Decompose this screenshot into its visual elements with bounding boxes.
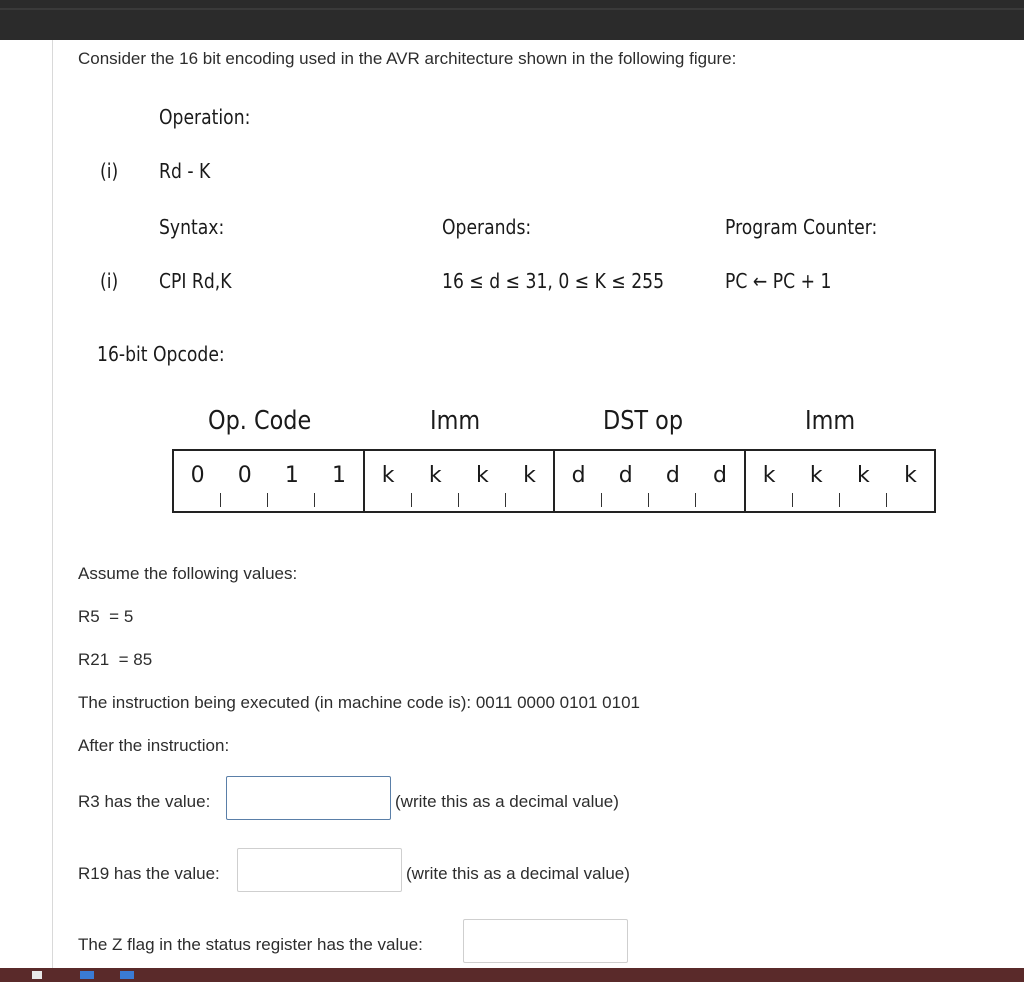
imm-bit: k — [840, 451, 887, 511]
field-header-imm-high: Imm — [430, 406, 481, 436]
r3-label: R3 has the value: — [78, 792, 211, 811]
r3-answer-input[interactable] — [226, 776, 391, 820]
opcode-bit-field — [172, 449, 936, 513]
top-bar-divider — [0, 8, 1024, 10]
field-header-dst: DST op — [603, 406, 684, 436]
imm-bit: k — [412, 451, 459, 511]
r3-hint: (write this as a decimal value) — [395, 792, 619, 811]
imm-high-nibble — [365, 451, 556, 511]
field-header-opcode: Op. Code — [208, 406, 312, 436]
imm-bit: k — [793, 451, 840, 511]
program-counter-label: Program Counter: — [725, 215, 878, 239]
r21-value-text: R21 = 85 — [78, 650, 153, 669]
syntax-value: CPI Rd,K — [159, 269, 232, 293]
syntax-index: (i) — [100, 269, 119, 293]
taskbar-icon — [32, 971, 42, 979]
r19-hint: (write this as a decimal value) — [406, 864, 630, 883]
imm-bit: k — [459, 451, 506, 511]
opcode-bit: 1 — [331, 463, 346, 488]
operation-value: Rd - K — [159, 159, 211, 183]
zflag-label: The Z flag in the status register has the value: — [78, 935, 423, 954]
opcode-bit: 0 — [221, 451, 268, 511]
top-bar — [0, 0, 1024, 40]
instruction-text: The instruction being executed (in machine code is): 0011 0000 0101 0101 — [78, 693, 641, 712]
dst-bit: d — [649, 451, 696, 511]
operation-index: (i) — [100, 159, 119, 183]
r19-label: R19 has the value: — [78, 864, 220, 883]
program-counter-value: PC ← PC + 1 — [725, 269, 832, 293]
opcode-bit: 1 — [268, 451, 315, 511]
r19-answer-input[interactable] — [237, 848, 402, 892]
opcode-title: 16-bit Opcode: — [97, 342, 225, 366]
taskbar-icon — [80, 971, 94, 979]
content-left-border — [52, 40, 53, 970]
dst-bit: d — [555, 451, 602, 511]
dst-nibble — [555, 451, 746, 511]
imm-bit: k — [523, 463, 536, 488]
syntax-label: Syntax: — [159, 215, 225, 239]
imm-bit: k — [746, 451, 793, 511]
operation-label: Operation: — [159, 105, 251, 129]
operands-value: 16 ≤ d ≤ 31, 0 ≤ K ≤ 255 — [442, 269, 665, 293]
operands-label: Operands: — [442, 215, 532, 239]
imm-low-nibble — [746, 451, 935, 511]
opcode-bit: 0 — [174, 451, 221, 511]
bottom-bar — [0, 968, 1024, 982]
question-intro: Consider the 16 bit encoding used in the AVR architecture shown in the following figure: — [78, 49, 737, 68]
dst-bit: d — [602, 451, 649, 511]
imm-bit: k — [904, 463, 917, 488]
imm-bit: k — [365, 451, 412, 511]
r5-value-text: R5 = 5 — [78, 607, 134, 626]
zflag-answer-input[interactable] — [463, 919, 628, 963]
opcode-nibble — [174, 451, 365, 511]
assume-text: Assume the following values: — [78, 564, 298, 583]
after-text: After the instruction: — [78, 736, 230, 755]
taskbar-icon — [120, 971, 134, 979]
dst-bit: d — [712, 463, 727, 488]
field-header-imm-low: Imm — [805, 406, 856, 436]
